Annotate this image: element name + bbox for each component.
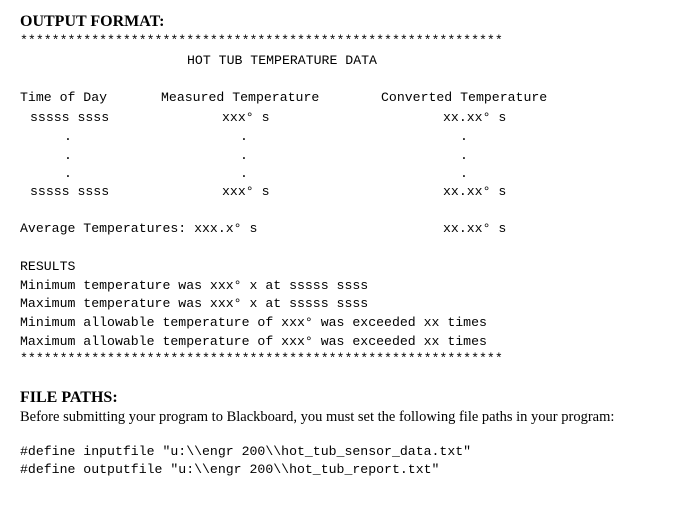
table-cell-converted: . [460, 129, 468, 144]
column-header-converted: Converted Temperature [381, 90, 548, 105]
table-cell-time: . [64, 166, 72, 181]
table-cell-converted: xx.xx° s [443, 110, 507, 125]
output-format-heading: OUTPUT FORMAT: [20, 13, 165, 30]
stars-divider-top: ************************************************************* [20, 33, 503, 48]
table-cell-time: . [64, 148, 72, 163]
result-line: Minimum temperature was xxx° x at sssss ssss [20, 278, 369, 293]
result-line: Minimum allowable temperature of xxx° was exceeded xx times [20, 315, 487, 330]
table-cell-measured: xxx° s [222, 184, 270, 199]
average-temperatures: Average Temperatures: xxx.x° s [20, 221, 258, 236]
table-cell-time: . [64, 129, 72, 144]
column-header-time: Time of Day [20, 90, 108, 105]
file-paths-heading: FILE PATHS: [20, 389, 118, 406]
average-converted: xx.xx° s [443, 221, 507, 236]
define-inputfile: #define inputfile "u:\\engr 200\\hot_tub_sensor_data.txt" [20, 444, 472, 459]
file-paths-instruction: Before submitting your program to Blackboard, you must set the following file paths in your program: [20, 409, 615, 425]
result-line: Maximum temperature was xxx° x at sssss ssss [20, 296, 369, 311]
column-header-measured: Measured Temperature [161, 90, 320, 105]
stars-divider-bottom: ************************************************************* [20, 351, 503, 366]
table-cell-time: sssss ssss [30, 110, 110, 125]
table-cell-converted: . [460, 148, 468, 163]
define-outputfile: #define outputfile "u:\\engr 200\\hot_tub_report.txt" [20, 462, 440, 477]
report-title: HOT TUB TEMPERATURE DATA [187, 53, 377, 68]
result-line: Maximum allowable temperature of xxx° was exceeded xx times [20, 334, 487, 349]
table-cell-converted: xx.xx° s [443, 184, 507, 199]
table-cell-converted: . [460, 166, 468, 181]
table-cell-measured: . [240, 166, 248, 181]
results-heading: RESULTS [20, 259, 76, 274]
table-cell-measured: . [240, 148, 248, 163]
table-cell-measured: . [240, 129, 248, 144]
table-cell-measured: xxx° s [222, 110, 270, 125]
table-cell-time: sssss ssss [30, 184, 110, 199]
